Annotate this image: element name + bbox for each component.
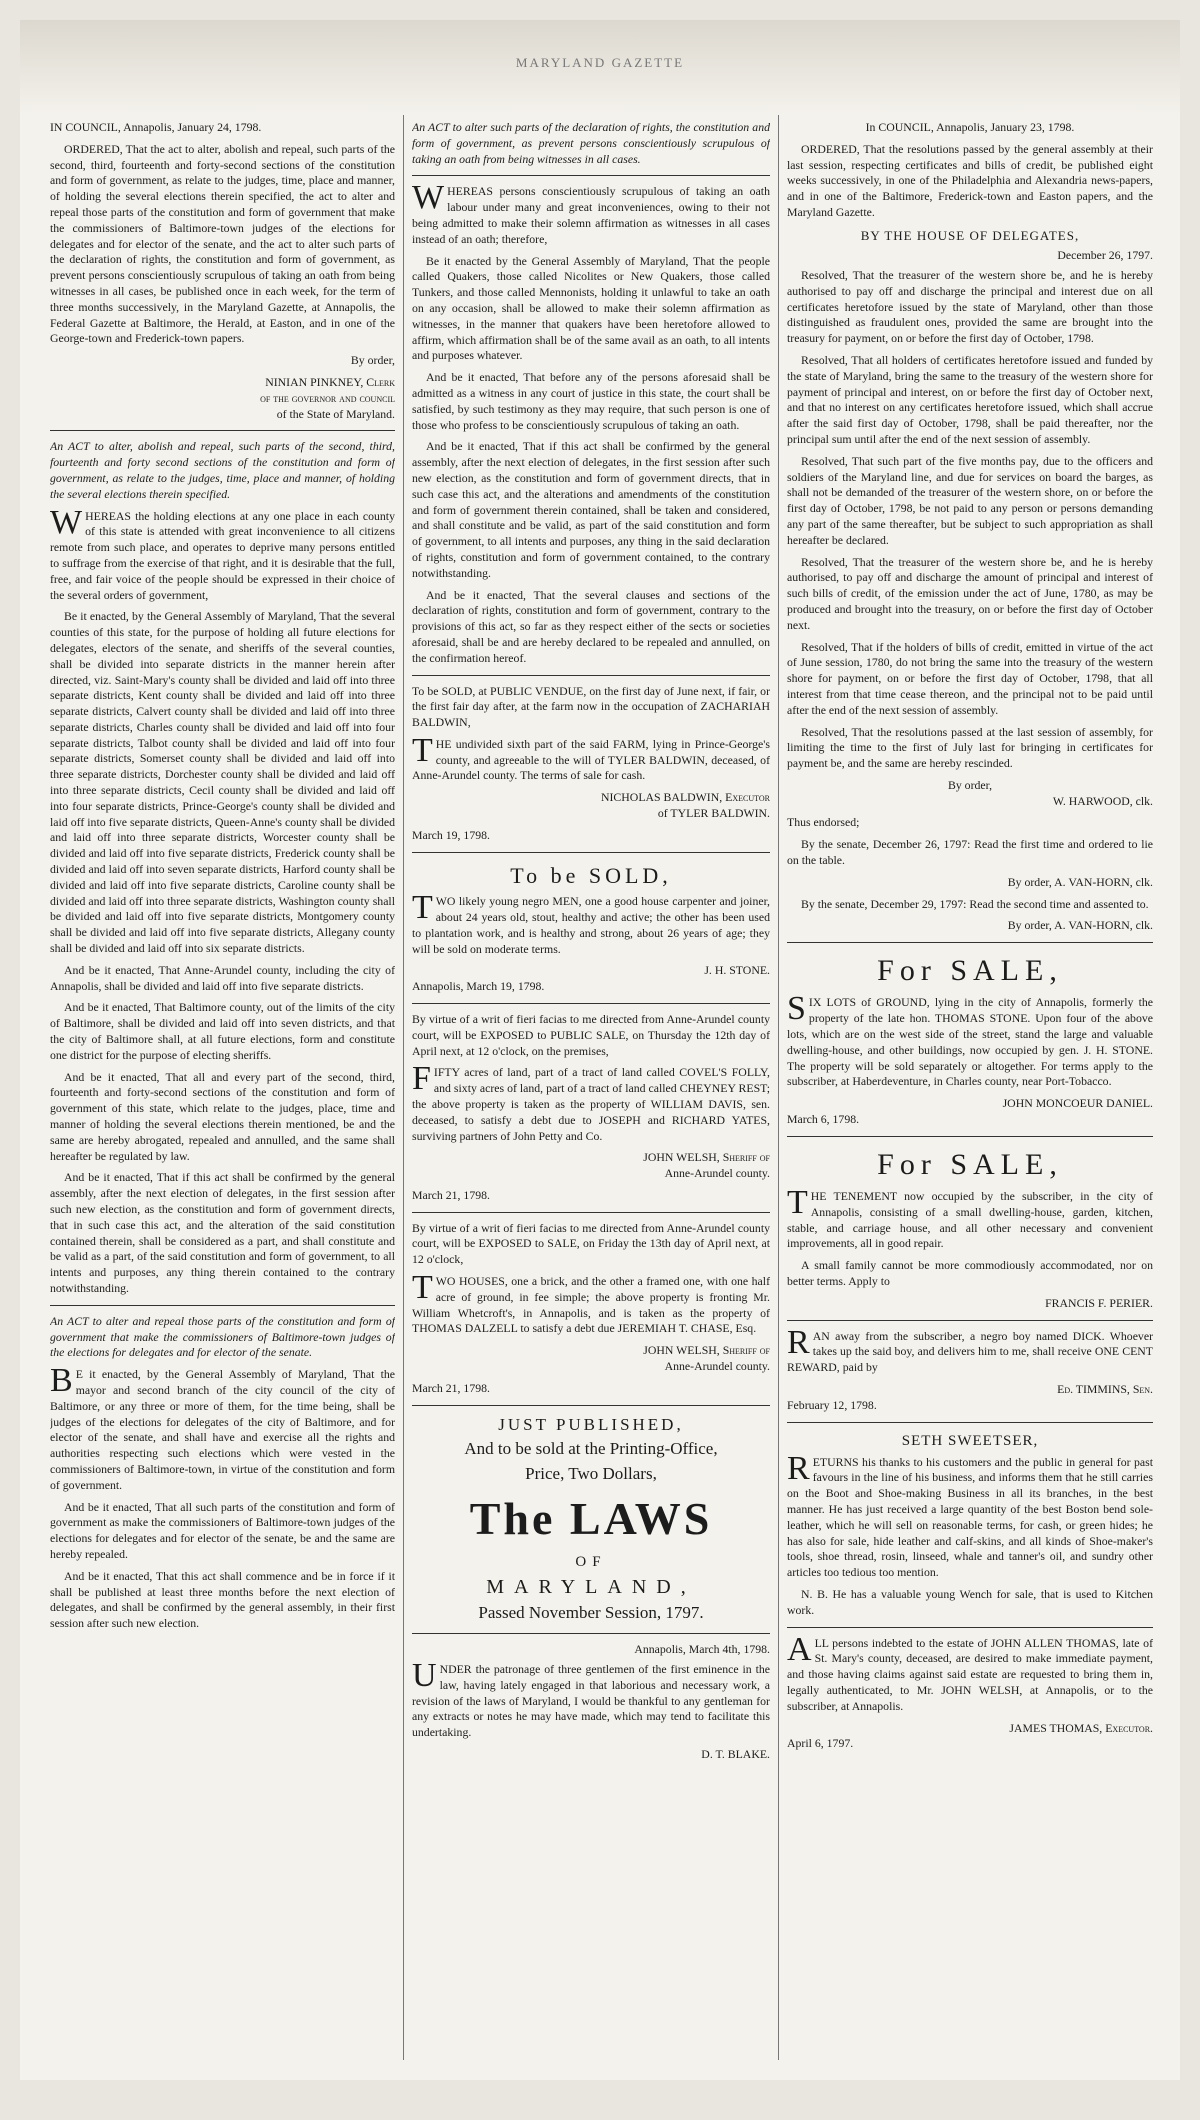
vendue-signature: of TYLER BALDWIN. (657, 806, 770, 821)
forsale-text: A small family cannot be more commodiously accommodated, nor on better terms. Apply to (787, 1258, 1153, 1288)
divider (412, 1633, 770, 1634)
divider (50, 430, 395, 431)
forsale-heading: For SALE, (877, 1147, 1063, 1181)
act-title: An ACT to alter and repeal those parts of the constitution and form of government that make the commissioners of Baltimore-town judges of the elections for delegates and for elector of the senate. (50, 1313, 395, 1360)
vendue-date: March 19, 1798. (412, 827, 490, 842)
forsale-text: SIX LOTS of GROUND, lying in the city of Annapolis, formerly the property of the late hon. THOMAS STONE. Upon four of the above lots, which are on the west side of the street, stand the large and valuable dwelling-house, and other buildings, now occupied by gen. J. H. STONE. The property will be sold separately or altogether. For terms apply to the subscriber, at Haberdeventure, in Charles county, near Port-Tobacco. (787, 990, 1153, 1089)
act-paragraph: And be it enacted, That if this act shall be confirmed by the general assembly, after the next election of delegates, in the first session after such new election, as the constitution and form of government directs, that in such case this act, and the alteration of the said constitution contained therein, shall be considered as a part, and shall constitute and be valid as a part, of the said constitution and form of government, to all intents and purposes, any thing therein contained to the contrary notwithstanding. (50, 1170, 395, 1295)
runaway-text: RAN away from the subscriber, a negro boy named DICK. Whoever takes up the said boy, and delivers him to me, shall receive ONE CENT REWARD, paid by (787, 1323, 1153, 1375)
estate-date: April 6, 1797. (787, 1736, 854, 1751)
resolution: Resolved, That the treasurer of the western shore be, and he is hereby authorised to pay off and discharge the principal and interest due on all certificates heretofore issued by the state of Maryland, other than those distinguished as fraudulent ones, provided the same are brought into the treasury for payment, on or before the first day of October, 1798. (787, 267, 1153, 346)
divider (412, 1003, 770, 1004)
by-order: By order, (947, 777, 993, 792)
act-paragraph: And be it enacted, That all such parts of the constitution and form of government as make the commissioners of Baltimore-town judges of the elections for delegates and for elector of the senate, be and the same are hereby repealed. (50, 1499, 395, 1561)
house-date: December 26, 1797. (1057, 248, 1153, 263)
column-rule (778, 115, 779, 2060)
divider (787, 1320, 1153, 1321)
harwood-signature: W. HARWOOD, clk. (1052, 793, 1153, 808)
forsale-date: March 6, 1798. (787, 1112, 860, 1127)
stone-date: Annapolis, March 19, 1798. (412, 979, 545, 994)
act-paragraph: And be it enacted, That all and every part of the second, third, fourteenth and forty-second sections of the constitution and form of government of this state, which relate to the judges, place, time and manner of holding the several elections therein mentioned, be and the same are hereby abrogated, repealed and annulled, and the same shall hereafter be regulated by law. (50, 1069, 395, 1163)
divider (787, 1627, 1153, 1628)
act-title: An ACT to alter, abolish and repeal, such parts of the second, third, fourteenth and forty second sections of the constitution and form of government, as relate to the judges, time, place and manner, of holding the several elections therein specified. (50, 439, 395, 501)
column-1 (50, 120, 395, 2060)
column-2 (412, 120, 770, 2060)
sweetser-note: N. B. He has a valuable young Wench for sale, that is used to Kitchen work. (787, 1587, 1153, 1617)
column-rule (403, 115, 404, 2060)
sweetser-heading: SETH SWEETSER, (901, 1432, 1039, 1449)
runaway-date: February 12, 1798. (787, 1397, 877, 1412)
act-paragraph: And be it enacted, That before any of the persons aforesaid shall be admitted as a witness in any court of justice in this state, the court shall be satisfied, by such testimony as they may require, that such person is one of those who profess to be conscientiously scrupulous of taking an oath. (412, 370, 770, 432)
blake-signature: D. T. BLAKE. (701, 1747, 770, 1762)
column-3 (787, 120, 1153, 2060)
signature-pinkney: NINIAN PINKNEY, Clerk (265, 374, 395, 389)
council-dateline: IN COUNCIL, Annapolis, January 24, 1798. (50, 120, 262, 134)
vendue-notice: To be SOLD, at PUBLIC VENDUE, on the first day of June next, if fair, or the first fair day after, at the farm now in the occupation of ZACHARIAH BALDWIN, (412, 683, 770, 730)
resolution: Resolved, That if the holders of bills of credit, emitted in virtue of the act of June session, 1780, do not bring the same into the treasury of the western shore for payment, on or before the first day of October, 1798, that all interest from that time cease thereon, and the principal not to be paid until after the end of the next session of assembly. (787, 639, 1153, 717)
senate-reading: By the senate, December 29, 1797: Read the second time and assented to. (801, 896, 1149, 911)
divider (412, 1405, 770, 1406)
act-paragraph: And be it enacted, That Baltimore county, out of the limits of the city of Baltimore, shall be divided and laid off into seven districts, and that the city of Baltimore shall, at all future elections, form and constitute one district for the purpose of electing sheriffs. (50, 1000, 395, 1062)
tobesold-heading: To be SOLD, (510, 862, 672, 888)
sheriff-notice: By virtue of a writ of fieri facias to me directed from Anne-Arundel county court, will be EXPOSED to SALE, on Friday the 13th day of April next, at 12 o'clock, (412, 1220, 770, 1267)
sheriff-signature: Anne-Arundel county. (664, 1359, 770, 1374)
laws-price: Price, Two Dollars, (525, 1464, 657, 1484)
act-paragraph: And be it enacted, That this act shall commence and be in force if it shall be published at least three months before the next election of delegates, and shall be confirmed by the general assembly, in their first session after such new election. (50, 1568, 395, 1631)
divider (412, 1212, 770, 1213)
daniel-signature: JOHN MONCOEUR DANIEL. (1002, 1096, 1153, 1111)
act-paragraph: WHEREAS persons conscientiously scrupulous of taking an oath labour under many and great inconveniences, owing to their not being admitted to make their solemn affirmation as witnesses in all cases instead of an oath; therefore, (412, 179, 770, 246)
masthead-scrap: MARYLAND GAZETTE (515, 55, 685, 70)
stone-signature: J. H. STONE. (704, 963, 770, 978)
timmins-signature: Ed. TIMMINS, Sen. (1057, 1381, 1153, 1396)
torn-masthead (20, 20, 1180, 115)
senate-reading: By the senate, December 26, 1797: Read the first time and ordered to lie on the table. (787, 837, 1153, 868)
resolution: Resolved, That the resolutions passed at the last session of assembly, for limiting the time to the first of July last for bringing in certificates for payment be, and the same are hereby rescinded. (787, 724, 1153, 771)
forsale-text: THE TENEMENT now occupied by the subscriber, in the city of Annapolis, consisting of a small dwelling-house, garden, kitchen, stable, and carriage house, and all other necessary and convenient improvements, all in good repair. (787, 1184, 1153, 1251)
sheriff-signature: JOHN WELSH, Sheriff of (643, 1150, 770, 1165)
sheriff-property: FIFTY acres of land, part of a tract of land called COVEL'S FOLLY, and sixty acres of land, part of a tract of land called CHEYNEY REST; the above property is taken as the property of WILLIAM DAVIS, sen. deceased, to satisfy a debt due to JOSEPH and RICHARD YATES, surviving partners of John Petty and Co. (412, 1060, 770, 1143)
thomas-signature: JAMES THOMAS, Executor. (1009, 1720, 1153, 1735)
resolution: Resolved, That all holders of certificates heretofore issued and funded by the state of Maryland, bring the same to the treasury of the western shore for payment of principal and interest, on or before the first day of October next, and that no interest on any certificates heretofore issued, which shall accrue after the said first day of October, 1798, shall be paid thereafter, nor the principal sum until after the end of the next session of assembly. (787, 352, 1153, 446)
sheriff-date: March 21, 1798. (412, 1187, 490, 1202)
council-order: ORDERED, That the act to alter, abolish and repeal, such parts of the second, third, fourteenth and forty-second sections of the constitution and form of government, as relate to the judges, time, place and manner, of holding the several elections therein specified, the act to alter and repeal those parts of the constitution and form of government that make the commissioners of Baltimore-town judges of the elections for delegates and for elector of the senate, and the act to alter such parts of the declaration of rights, the constitution and form of government, as prevent persons conscientiously scrupulous of taking an oath from being witnesses in all cases, be published once in each week, for the term of three months successively, in the Maryland Gazette, at Annapolis, the Federal Gazette at Baltimore, the Herald, at Easton, and in one of the George-town and Frederick-town papers. (50, 141, 395, 346)
laws-state: MARYLAND, (486, 1575, 696, 1598)
divider (412, 175, 770, 176)
endorsement: Thus endorsed; (787, 815, 860, 830)
divider (412, 852, 770, 853)
resolution: Resolved, That such part of the five months pay, due to the officers and soldiers of the Maryland line, and due for services on board the barges, as shall not be demanded of the treasurer of the western shore, on or before the first day of October, 1798, be not paid to any person or persons demanding any part of the same thereafter, but be subject to such appropriation as shall hereafter be declared. (787, 453, 1153, 547)
laws-published: JUST PUBLISHED, (498, 1414, 684, 1434)
signature-line: of the governor and council (260, 390, 395, 405)
sweetser-text: RETURNS his thanks to his customers and the public in general for past favours in the line of his business, and informs them that he still carries on the Boot and Shoe-making Business in all its branches, in the best manner. He has just received a large quantity of the best Boston bend sole-leather, which he will sell on reasonable terms, for cash, or green hides; he has also for sale, hide leather and calf-skins, and all kinds of Shoe-maker's tools, shoe thread, rosin, linseed, whale and tanner's oil, and sundry other articles too tedious too mention. (787, 1449, 1153, 1580)
act-paragraph: And be it enacted, That the several clauses and sections of the declaration of rights, constitution and form of government, contrary to the provisions of this act, so far as they respect either of the sects or societies aforesaid, shall be and are hereby declared to be repealed and annulled, on the confirmation hereof. (412, 587, 770, 665)
resolution: Resolved, That the treasurer of the western shore be, and he is hereby authorised, to pay off and discharge the amount of principal and interest of such bills of credit, of the emission under the act of June, 1780, as may be produced and brought into the treasury, on or before the first day of October next. (787, 554, 1153, 632)
act-paragraph: Be it enacted by the General Assembly of Maryland, That the people called Quakers, those called Nicolites or New Quakers, those called Tunkers, and those called Mennonists, holding it unlawful to take an oath on any occasion, shall be allowed to make their solemn affirmation as witnesses, in the manner that quakers have been heretofore allowed to affirm, which affirmation shall be of the same avail as an oath, to all intents and purposes whatever. (412, 253, 770, 363)
vendue-description: THE undivided sixth part of the said FARM, lying in Prince-George's county, and agreeable to the will of TYLER BALDWIN, deceased, of Anne-Arundel county. The terms of sale for cash. (412, 731, 770, 783)
divider (787, 1136, 1153, 1137)
estate-notice: ALL persons indebted to the estate of JOHN ALLEN THOMAS, late of St. Mary's county, deceased, are desired to make immediate payment, and those having claims against said estate are requested to bring them in, legally authenticated, to Mr. JOHN WELSH, at Annapolis, or to the subscriber, at Annapolis. (787, 1630, 1153, 1713)
laws-session: Passed November Session, 1797. (478, 1603, 704, 1623)
council-order: ORDERED, That the resolutions passed by the general assembly at their last session, respecting certificates and bills of credit, be published eight weeks successively, in one of the Philadelphia and Alexandria news-papers, and in one of the Baltimore, Frederick-town and Easton papers, and the Maryland Gazette. (787, 141, 1153, 219)
sheriff-date: March 21, 1798. (412, 1380, 490, 1395)
signature-line: of the State of Maryland. (276, 406, 395, 421)
act-paragraph: BE it enacted, by the General Assembly of Maryland, That the mayor and second branch of the city council of the city of Baltimore, or any three or more of them, for the time being, shall be judges of the elections for delegates of the city of Baltimore, and for elector of the senate, and shall have and exercise all the rights and authorities respecting such elections which were vested in the commissioners of Baltimore-town, in virtue of the constitution and form of government. (50, 1362, 395, 1492)
act-title: An ACT to alter such parts of the declaration of rights, the constitution and form of government, as prevent persons conscientiously scrupulous of taking an oath from being witnesses in all cases. (412, 120, 770, 166)
blake-dateline: Annapolis, March 4th, 1798. (634, 1642, 770, 1657)
forsale-heading: For SALE, (877, 954, 1063, 988)
vanhorn-signature: By order, A. VAN-HORN, clk. (1007, 874, 1153, 889)
blake-text: UNDER the patronage of three gentlemen of the first eminence in the law, having lately engaged in that laborious and necessary work, a revision of the laws of Maryland, I would be thankful to any gentleman for any extracts or notes he may have made, which may tend to facilitate this undertaking. (412, 1657, 770, 1740)
sheriff-property: TWO HOUSES, one a brick, and the other a framed one, with one half acre of ground, in fee simple; the above property is fronting Mr. William Whetcroft's, in Annapolis, and is taken as the property of THOMAS DALZELL to satisfy a debt due JEREMIAH T. CHASE, Esq. (412, 1269, 770, 1336)
laws-of: OF (575, 1553, 607, 1570)
divider (787, 1422, 1153, 1423)
act-paragraph: And be it enacted, That Anne-Arundel county, including the city of Annapolis, shall be divided and laid off into five separate districts. (50, 962, 395, 993)
sheriff-signature: Anne-Arundel county. (664, 1166, 770, 1181)
council-dateline: In COUNCIL, Annapolis, January 23, 1798. (865, 120, 1075, 134)
perier-signature: FRANCIS F. PERIER. (1045, 1295, 1153, 1310)
divider (50, 1305, 395, 1306)
by-order: By order, (350, 353, 395, 368)
sheriff-notice: By virtue of a writ of fieri facias to me directed from Anne-Arundel county court, will be EXPOSED to PUBLIC SALE, on Thursday the 12th day of April next, at 12 o'clock, on the premises, (412, 1011, 770, 1058)
newspaper-page (20, 20, 1180, 2080)
divider (787, 942, 1153, 943)
act-paragraph: WHEREAS the holding elections at any one place in each county of this state is attended with great inconvenience to all citizens remote from such place, and operates to deprive many persons entitled to suffrage from the exercise of that right, and it is desirable that the full, free, and fair voice of the people should be expressed in their choice of the several orders of government, (50, 503, 395, 602)
vendue-signature: NICHOLAS BALDWIN, Executor (600, 790, 770, 805)
laws-printing-office: And to be sold at the Printing-Office, (464, 1439, 718, 1459)
act-paragraph: And be it enacted, That if this act shall be confirmed by the general assembly, after the next election of delegates, in the first session after such new election, as the constitution and form of government directs, that in such case this act, and the alterations and amendments of the constitution and form of government therein contained, shall be taken and considered, and shall constitute and be valid, as part of the said constitution and form of government, to all intents and purposes, any thing in the said declaration of rights, constitution and form of government contained, to the contrary notwithstanding. (412, 439, 770, 580)
tobesold-text: TWO likely young negro MEN, one a good house carpenter and joiner, about 24 years old, stout, healthy and active; the other has been used to plantation work, and is healthy and strong, about 26 years of age; they will be sold on moderate terms. (412, 889, 770, 956)
act-paragraph: Be it enacted, by the General Assembly of Maryland, That the several counties of this state, for the purpose of holding all future elections for delegates, electors of the senate, and sheriffs of the several counties, shall be divided into separate districts in the manner herein after directed, viz. Saint-Mary's county shall be divided and laid off into three separate districts, Kent county shall be divided and laid off into three separate districts, Calvert county shall be divided and laid off into three separate districts, Charles county shall be divided and laid off into four separate districts, Talbot county shall be divided and laid off into four separate districts, Somerset county shall be divided and laid off into three separate districts, Dorchester county shall be divided and laid off into three separate districts, Cecil county shall be divided and laid off into four separate districts, Prince-George's county shall be divided and laid off into five separate districts, Queen-Anne's county shall be divided and laid off into three separate districts, Worcester county shall be divided and laid off into five separate districts, Frederick county shall be divided and laid off into seven separate districts, Harford county shall be divided and laid off into five separate districts, Caroline county shall be divided and laid off into three separate districts, Washington county shall be divided and laid off into five separate districts, Montgomery county shall be divided and laid off into five separate districts, Allegany county shall be divided and laid off into six separate districts. (50, 609, 395, 956)
laws-title: The LAWS (469, 1492, 713, 1544)
vanhorn-signature: By order, A. VAN-HORN, clk. (1007, 918, 1153, 933)
sheriff-signature: JOHN WELSH, Sheriff of (643, 1343, 770, 1358)
divider (412, 675, 770, 676)
house-heading: BY THE HOUSE OF DELEGATES, (860, 227, 1080, 243)
